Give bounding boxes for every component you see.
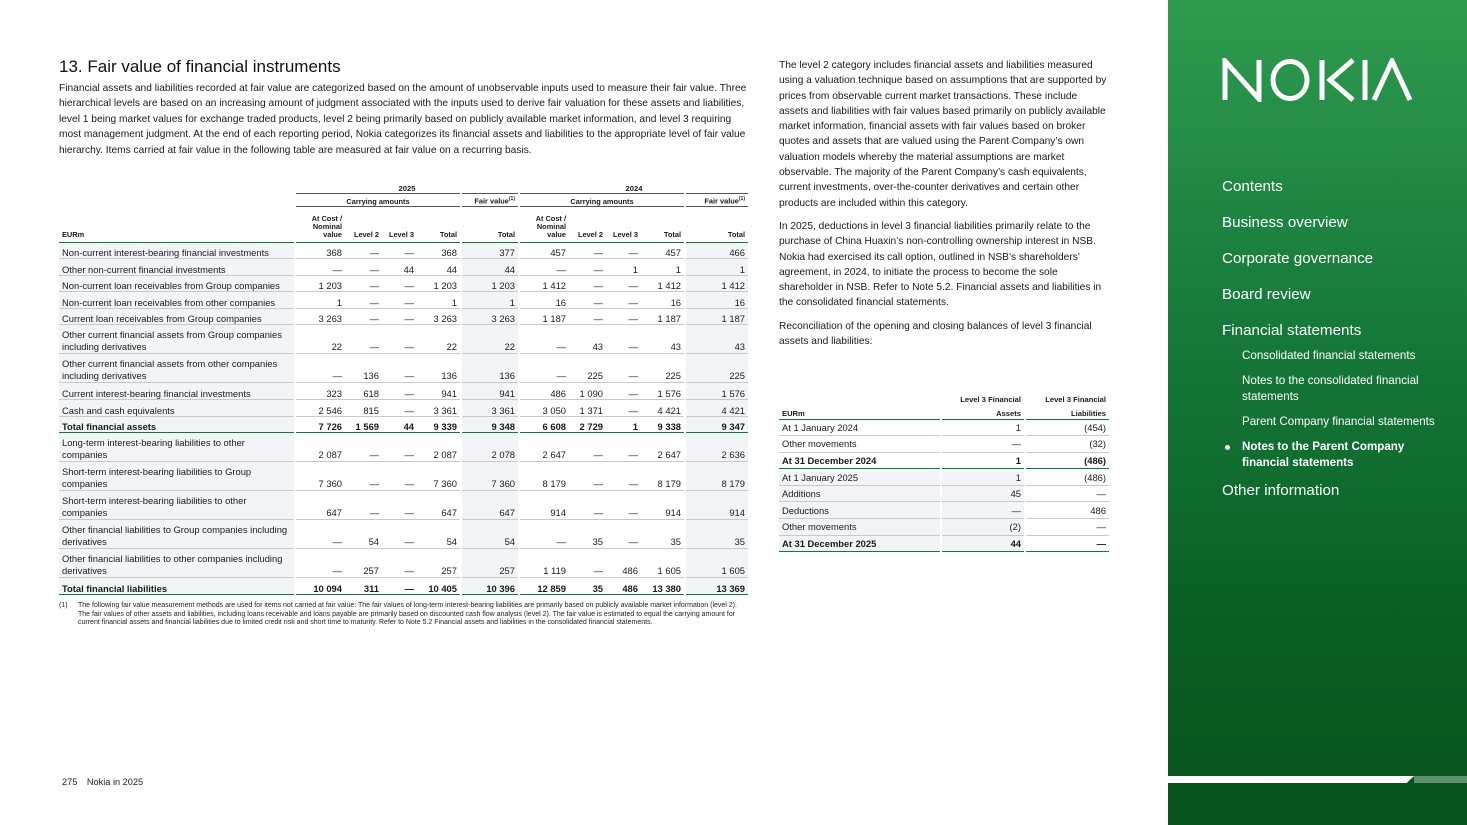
cell-value: 257 [417,549,461,578]
footnote-number: (1) [59,602,68,609]
cell-value: 1 119 [519,549,569,578]
cell-value: 647 [295,491,345,520]
cell-value: — [606,383,641,400]
cell-value: (454) [1025,419,1109,436]
cell-value: — [382,383,417,400]
sidebar-bottom-bar-tail [1414,776,1467,783]
cell-value: — [345,259,382,276]
table-row [779,485,1109,502]
cell-value: 225 [569,354,606,383]
cell-value: 1 [941,452,1025,469]
row-label: At 31 December 2024 [779,452,941,469]
row-label: Current loan receivables from Group companies [59,308,295,325]
cell-value: 647 [417,491,461,520]
cell-value: 7 360 [417,462,461,491]
cell-value: 22 [295,325,345,354]
col-fv-total-2024: Total [685,206,748,242]
cell-value: 1 [941,419,1025,436]
cell-value: 8 179 [641,462,685,491]
cell-value: 8 179 [519,462,569,491]
cell-value: 7 360 [461,462,519,491]
cell-value: 457 [641,242,685,259]
cell-value: — [519,354,569,383]
nav-notes-parent[interactable] [1222,439,1442,471]
cell-value: 10 094 [295,578,345,595]
row-label: Other financial liabilities to other companies including derivatives [59,549,295,578]
cell-value: 9 347 [685,416,748,433]
cell-value: 12 859 [519,578,569,595]
cell-value: 44 [417,259,461,276]
cell-value: 44 [382,416,417,433]
year-2024-header: 2024 [519,180,748,193]
cell-value: 136 [461,354,519,383]
cell-value: 466 [685,242,748,259]
financial-statements-subnav [1222,348,1442,471]
nav-contents[interactable]: Contents [1222,178,1283,195]
row-label: At 31 December 2025 [779,535,941,552]
section-title: 13. Fair value of financial instruments [59,57,341,76]
col-level3-2025: Level 3 [388,229,414,239]
cell-value: — [345,308,382,325]
cell-value: 1 605 [685,549,748,578]
cell-value: 2 087 [295,433,345,462]
cell-value: — [519,259,569,276]
cell-value: 457 [519,242,569,259]
cell-value: 22 [461,325,519,354]
cell-value: 136 [345,354,382,383]
cell-value: — [345,462,382,491]
cell-value: — [382,354,417,383]
cell-value: 16 [685,292,748,309]
cell-value: — [606,354,641,383]
cell-value: 941 [461,383,519,400]
cell-value: — [1025,535,1109,552]
col-level2-2024: Level 2 [577,229,603,239]
cell-value: 1 [685,259,748,276]
table-row [59,292,748,309]
year-2025-header: 2025 [295,180,519,193]
cell-value: — [345,325,382,354]
sidebar-bottom-bar [1168,776,1414,783]
cell-value: 323 [295,383,345,400]
cell-value: 1 576 [641,383,685,400]
cell-value: 1 371 [569,400,606,417]
fair-value-table [59,180,748,595]
cell-value: 486 [606,549,641,578]
cell-value: 4 421 [641,400,685,417]
cell-value: 3 263 [295,308,345,325]
cell-value: (2) [941,519,1025,536]
col-l3-liabilities: Liabilities [1025,405,1109,419]
nav-notes-parent-label: Notes to the Parent Company financial statements [1242,440,1405,469]
cell-value: 647 [461,491,519,520]
cell-value: — [1025,519,1109,536]
row-label: Other current financial assets from other companies including derivatives [59,354,295,383]
cell-value: 44 [382,259,417,276]
cell-value: 9 348 [461,416,519,433]
cell-value: — [569,433,606,462]
col-level2-2025: Level 2 [353,229,379,239]
cell-value: 1 090 [569,383,606,400]
cell-value: 486 [1025,502,1109,519]
nav-board-review[interactable]: Board review [1222,286,1311,303]
row-label: Total financial liabilities [59,578,295,595]
table-row [779,535,1109,552]
cell-value: 3 361 [417,400,461,417]
row-label: Non-current interest-bearing financial investments [59,242,295,259]
cell-value: 3 263 [417,308,461,325]
cell-value: 1 [417,292,461,309]
cell-value: — [382,578,417,595]
cell-value: 43 [641,325,685,354]
cell-value: 13 380 [641,578,685,595]
cell-value: 914 [519,491,569,520]
cell-value: 44 [461,259,519,276]
cell-value: 377 [461,242,519,259]
table-row [59,578,748,595]
cell-value: — [382,242,417,259]
cell-value: 486 [606,578,641,595]
cell-value: — [295,549,345,578]
cell-value: — [519,325,569,354]
cell-value: 941 [417,383,461,400]
cell-value: 45 [941,485,1025,502]
fair-value-table-body [59,242,748,594]
table-row [59,354,748,383]
cell-value: 1 [295,292,345,309]
cell-value: — [606,400,641,417]
cell-value: 486 [519,383,569,400]
cell-value: 311 [345,578,382,595]
cell-value: — [345,275,382,292]
level3-table-body [779,419,1109,552]
cell-value: 3 050 [519,400,569,417]
cell-value: — [606,325,641,354]
row-label: Other movements [779,519,941,536]
cell-value: — [382,325,417,354]
col-l3-liabilities-top: Level 3 Financial [1025,390,1109,405]
cell-value: 1 187 [519,308,569,325]
cell-value: 2 647 [519,433,569,462]
fair-value-label: Fair value [474,196,509,206]
level3-reconciliation-table [779,390,1109,552]
col-cost-2024: At Cost / Nominal value [519,206,569,242]
cell-value: 3 263 [461,308,519,325]
table-row [59,491,748,520]
cell-value: — [606,491,641,520]
nav-parent-fs[interactable]: Parent Company financial statements [1242,415,1435,428]
cell-value: 7 360 [295,462,345,491]
footnote-marker: (1) [508,196,515,203]
cell-value: 1 [606,259,641,276]
table-row [779,419,1109,436]
cell-value: — [569,292,606,309]
cell-value: 35 [685,520,748,549]
row-label: Current interest-bearing financial investments [59,383,295,400]
footnote-marker: (1) [738,196,745,203]
cell-value: 22 [417,325,461,354]
cell-value: 13 369 [685,578,748,595]
cell-value: 54 [345,520,382,549]
cell-value: 1 203 [461,275,519,292]
cell-value: — [569,491,606,520]
table-row [779,452,1109,469]
cell-value: 2 087 [417,433,461,462]
cell-value: 1 412 [519,275,569,292]
table-row [779,502,1109,519]
table-row [59,549,748,578]
col-level3-2024: Level 3 [612,229,638,239]
cell-value: — [569,462,606,491]
cell-value: 914 [641,491,685,520]
table-row [59,520,748,549]
table-row [59,242,748,259]
cell-value: — [606,242,641,259]
col-l3-assets-top: Level 3 Financial [941,390,1025,405]
cell-value: 1 [941,469,1025,486]
cell-value: 225 [641,354,685,383]
cell-value: — [569,275,606,292]
cell-value: 1 412 [685,275,748,292]
row-label: Short-term interest-bearing liabilities to Group companies [59,462,295,491]
row-label: Short-term interest-bearing liabilities to other companies [59,491,295,520]
col-fv-total-2025: Total [461,206,519,242]
table-row [59,275,748,292]
cell-value: 1 203 [295,275,345,292]
col-l3-assets: Assets [941,405,1025,419]
cell-value: — [941,436,1025,453]
table-row [779,519,1109,536]
cell-value: 1 [641,259,685,276]
cell-value: (486) [1025,452,1109,469]
cell-value: 1 605 [641,549,685,578]
row-label: Other movements [779,436,941,453]
cell-value: 1 576 [685,383,748,400]
table-row [59,462,748,491]
document-name: Nokia in 2025 [86,777,144,787]
table-footnote [59,602,749,628]
row-label: Total financial assets [59,416,295,433]
cell-value: — [382,275,417,292]
cell-value: 43 [569,325,606,354]
cell-value: (32) [1025,436,1109,453]
cell-value: 815 [345,400,382,417]
cell-value: — [606,275,641,292]
cell-value: 3 361 [461,400,519,417]
cell-value: 1 203 [417,275,461,292]
cell-value: 35 [569,520,606,549]
col-total-2025: Total [439,229,457,239]
cell-value: — [345,242,382,259]
row-label: Cash and cash equivalents [59,400,295,417]
cell-value: 2 647 [641,433,685,462]
cell-value: — [569,308,606,325]
cell-value: 2 546 [295,400,345,417]
cell-value: — [606,520,641,549]
cell-value: — [382,491,417,520]
cell-value: 4 421 [685,400,748,417]
cell-value: — [382,308,417,325]
cell-value: — [295,259,345,276]
cell-value: 1 412 [641,275,685,292]
right-column-text [779,58,1109,357]
row-label: Other financial liabilities to Group companies including derivatives [59,520,295,549]
cell-value: — [569,242,606,259]
fair-value-2025-header [461,193,519,206]
nav-notes-consolidated[interactable]: Notes to the consolidated financial statements [1242,374,1419,403]
cell-value: 2 636 [685,433,748,462]
cell-value: — [345,491,382,520]
cell-value: 368 [417,242,461,259]
carrying-amounts-2025: Carrying amounts [295,193,461,206]
nav-consolidated-fs[interactable]: Consolidated financial statements [1242,349,1416,362]
cell-value: — [345,433,382,462]
cell-value: 1 187 [641,308,685,325]
page-footer [62,777,150,787]
col-total-2024: Total [663,229,681,239]
cell-value: 8 179 [685,462,748,491]
section-intro: Financial assets and liabilities recorded at fair value are categorized based on the amount of unobservable inputs used to measure their fair value. Three hierarchical levels are based on an increasing amount of judgment associated with the inputs used to derive fair valuation for these assets and liabilities, level 1 being market values for exchange traded products, level 2 being primarily based on publicly available market information, and level 3 requiring most management judgment. At the end of each reporting period, Nokia categorizes its financial assets and liabilities to the appropriate level of fair value hierarchy. Items carried at fair value in the following table are measured at fair value on a recurring basis. [59,83,747,156]
row-label: Additions [779,485,941,502]
cell-value: 1 [606,416,641,433]
cell-value: (486) [1025,469,1109,486]
cell-value: 10 396 [461,578,519,595]
cell-value: — [382,400,417,417]
nav-corporate-governance[interactable]: Corporate governance [1222,250,1374,267]
active-bullet-icon [1225,445,1230,450]
cell-value: 914 [685,491,748,520]
fair-value-2024-header [685,193,748,206]
nav-other-information[interactable]: Other information [1222,482,1340,499]
row-label: Other non-current financial investments [59,259,295,276]
row-label: Non-current loan receivables from Group companies [59,275,295,292]
cell-value: 10 405 [417,578,461,595]
cell-value: 54 [417,520,461,549]
cell-value: 44 [941,535,1025,552]
cell-value: — [606,462,641,491]
cell-value: 35 [641,520,685,549]
row-label: Long-term interest-bearing liabilities to other companies [59,433,295,462]
cell-value: 1 187 [685,308,748,325]
cell-value: 35 [569,578,606,595]
cell-value: — [606,433,641,462]
cell-value: 2 729 [569,416,606,433]
cell-value: 257 [345,549,382,578]
reconciliation-intro: Reconciliation of the opening and closing balances of level 3 financial assets and liabilities: [779,320,1092,348]
cell-value: 2 078 [461,433,519,462]
deductions-paragraph: In 2025, deductions in level 3 financial liabilities primarily relate to the purchase of China Huaxin’s non-controlling ownership interest in NSB. Nokia had exercised its call option, outlined in NSB’s shareholders’ agreement, in 2024, to initiate the process to become the sole shareholder in NSB. Refer to Note 5.2. Financial assets and liabilities in the consolidated financial statements. [779,220,1102,309]
row-label: At 1 January 2025 [779,469,941,486]
cell-value: 368 [295,242,345,259]
cell-value: — [345,292,382,309]
cell-value: 618 [345,383,382,400]
cell-value: 1 569 [345,416,382,433]
cell-value: 225 [685,354,748,383]
cell-value: 9 339 [417,416,461,433]
cell-value: 16 [519,292,569,309]
section-nav [1222,177,1442,517]
l3-unit-header: EURm [782,408,805,418]
cell-value: 257 [461,549,519,578]
footnote-text: The following fair value measurement methods are used for items not carried at fair value: The fair values of long-term interest-bearing liabilities are primarily based on publicly available market information (level 2). The fair values of other assets and liabilities, including loans receivable and loans payable are primarily based on discounted cash flow analysis (level 2). The fair value is estimated to equal the carrying amount for current financial assets and financial liabilities due to limited credit risk and short time to maturity. Refer to Note 5.2 Financial assets and liabilities in the consolidated financial statements. [78,602,737,627]
cell-value: — [382,292,417,309]
row-label: Deductions [779,502,941,519]
cell-value: — [519,520,569,549]
fair-value-label: Fair value [704,196,739,206]
nav-business-overview[interactable]: Business overview [1222,214,1348,231]
col-cost-2025: At Cost / Nominal value [295,206,345,242]
level2-paragraph: The level 2 category includes financial assets and liabilities measured using a valuation technique based on assumptions that are supported by prices from observable current market transactions. These include assets and liabilities with fair values based primarily on publicly available market information, financial assets with fair values based on broker quotes and assets that are valued using the Parent Company’s own valuation models whereby the material assumptions are market observable. The majority of the Parent Company’s cash equivalents, current investments, over-the-counter derivatives and certain other products are included within this category. [779,60,1107,209]
table-row [59,383,748,400]
cell-value: — [569,259,606,276]
table-row [59,308,748,325]
nav-financial-statements[interactable]: Financial statements [1222,322,1362,339]
cell-value: 43 [685,325,748,354]
cell-value: — [1025,485,1109,502]
table-row [779,469,1109,486]
cell-value: 7 726 [295,416,345,433]
unit-header: EURm [62,229,85,239]
table-row [59,416,748,433]
cell-value: — [382,520,417,549]
table-row [59,400,748,417]
cell-value: — [382,462,417,491]
cell-value: 9 338 [641,416,685,433]
cell-value: 1 [461,292,519,309]
cell-value: 54 [461,520,519,549]
row-label: Non-current loan receivables from other companies [59,292,295,309]
row-label: Other current financial assets from Group companies including derivatives [59,325,295,354]
page-number: 275 [62,777,78,787]
cell-value: — [606,292,641,309]
cell-value: 6 608 [519,416,569,433]
cell-value: — [941,502,1025,519]
cell-value: — [295,520,345,549]
cell-value: — [295,354,345,383]
table-row [779,436,1109,453]
cell-value: 16 [641,292,685,309]
cell-value: — [382,433,417,462]
cell-value: — [569,549,606,578]
cell-value: — [382,549,417,578]
carrying-amounts-2024: Carrying amounts [519,193,685,206]
cell-value: — [606,308,641,325]
row-label: At 1 January 2024 [779,419,941,436]
nokia-logo [1222,58,1412,102]
cell-value: 136 [417,354,461,383]
table-row [59,433,748,462]
table-row [59,325,748,354]
table-row [59,259,748,276]
